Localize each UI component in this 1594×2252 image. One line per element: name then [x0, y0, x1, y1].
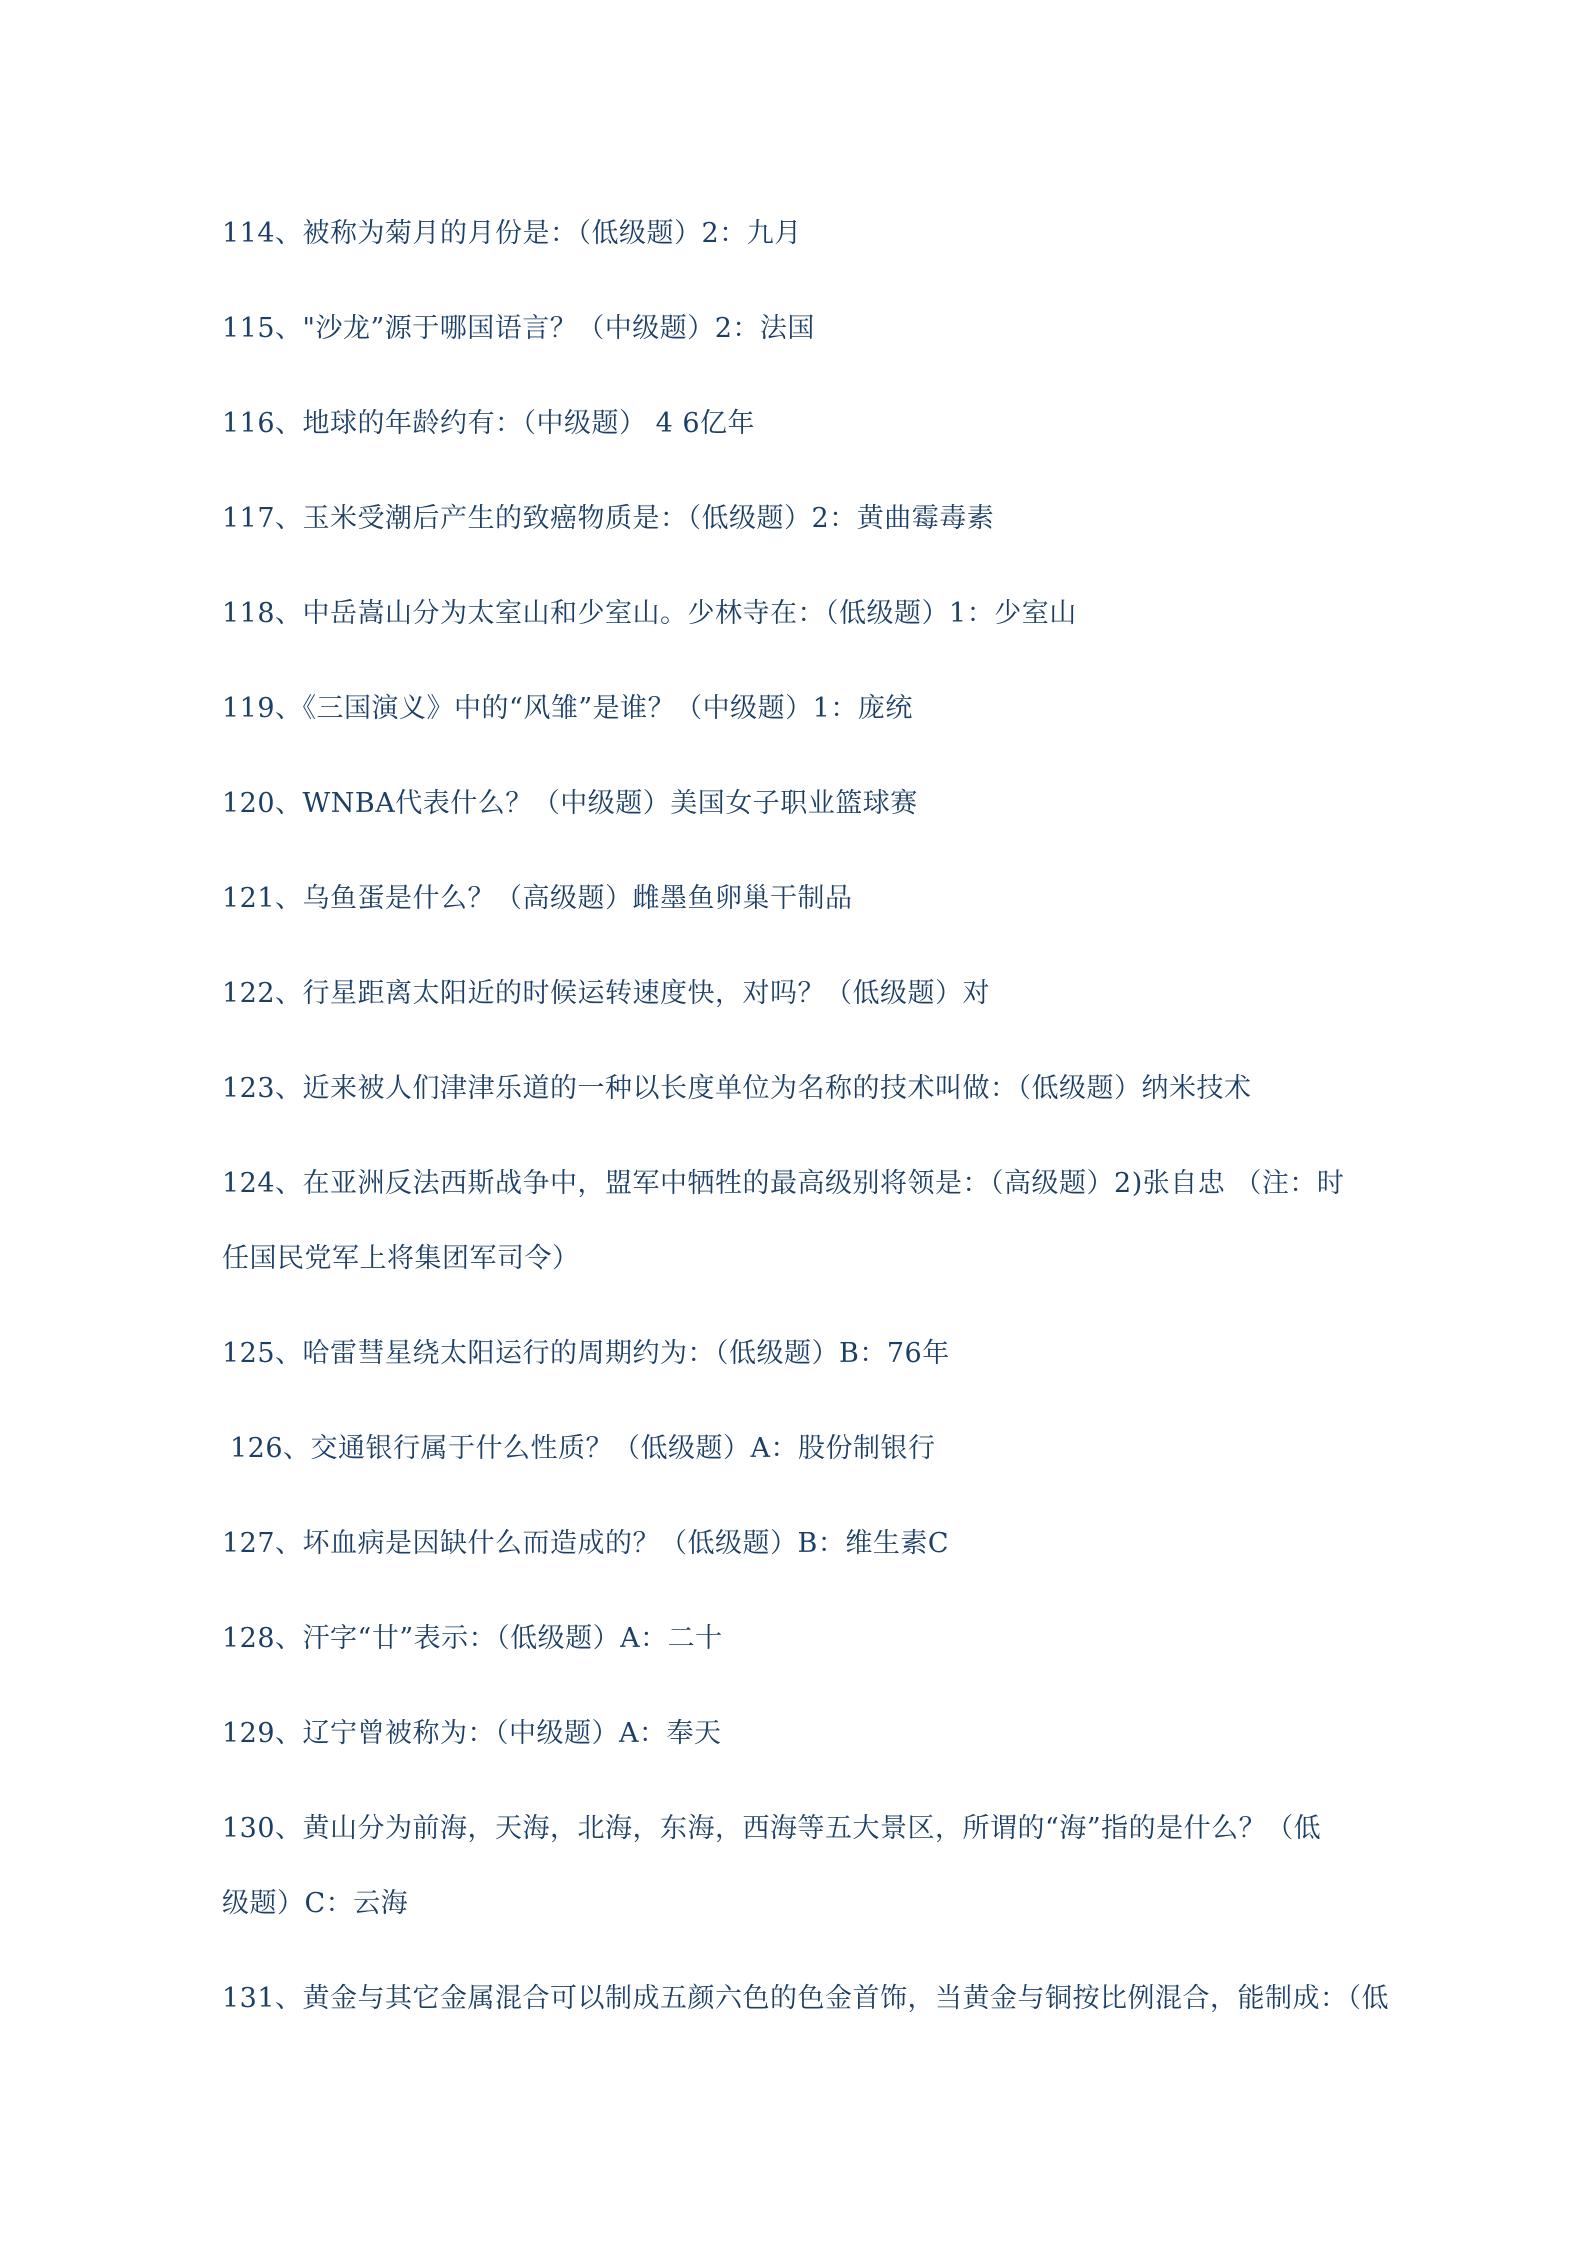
question-120: 120、WNBA代表什么？（中级题）美国女子职业篮球赛	[222, 788, 918, 819]
question-124: 124、在亚洲反法西斯战争中，盟军中牺牲的最高级别将领是：（高级题）2)张自忠 （注：时	[222, 1168, 1345, 1199]
question-125: 125、哈雷彗星绕太阳运行的周期约为：（低级题）B：76年	[222, 1338, 950, 1369]
question-122: 122、行星距离太阳近的时候运转速度快，对吗？（低级题）对	[222, 978, 991, 1009]
question-115: 115、"沙龙”源于哪国语言？（中级题）2：法国	[222, 313, 815, 344]
question-128: 128、汗字“廿”表示：（低级题）A：二十	[222, 1623, 723, 1654]
question-126: 126、交通银行属于什么性质？（低级题）A：股份制银行	[230, 1433, 936, 1464]
question-119: 119、《三国演义》中的“风雏”是谁？（中级题）1：庞统	[222, 693, 913, 724]
question-127: 127、坏血病是因缺什么而造成的？（低级题）B：维生素C	[222, 1528, 950, 1559]
question-131: 131、黄金与其它金属混合可以制成五颜六色的色金首饰，当黄金与铜按比例混合，能制成：（低	[222, 1983, 1390, 2014]
question-124-continued: 任国民党军上将集团军司令）	[222, 1243, 580, 1274]
question-114: 114、被称为菊月的月份是：（低级题）2：九月	[222, 218, 802, 249]
question-130-continued: 级题）C：云海	[222, 1888, 409, 1919]
question-118: 118、中岳嵩山分为太室山和少室山。少林寺在：（低级题）1：少室山	[222, 598, 1077, 629]
question-129: 129、辽宁曾被称为：（中级题）A：奉天	[222, 1718, 722, 1749]
question-123: 123、近来被人们津津乐道的一种以长度单位为名称的技术叫做：（低级题）纳米技术	[222, 1073, 1252, 1104]
question-121: 121、乌鱼蛋是什么？（高级题）雌墨鱼卵巢干制品	[222, 883, 853, 914]
question-117: 117、玉米受潮后产生的致癌物质是：（低级题）2：黄曲霉毒素	[222, 503, 995, 534]
question-116: 116、地球的年龄约有：（中级题） 4 6亿年	[222, 408, 756, 439]
question-130: 130、黄山分为前海，天海，北海，东海，西海等五大景区，所谓的“海”指的是什么？（低	[222, 1813, 1322, 1844]
